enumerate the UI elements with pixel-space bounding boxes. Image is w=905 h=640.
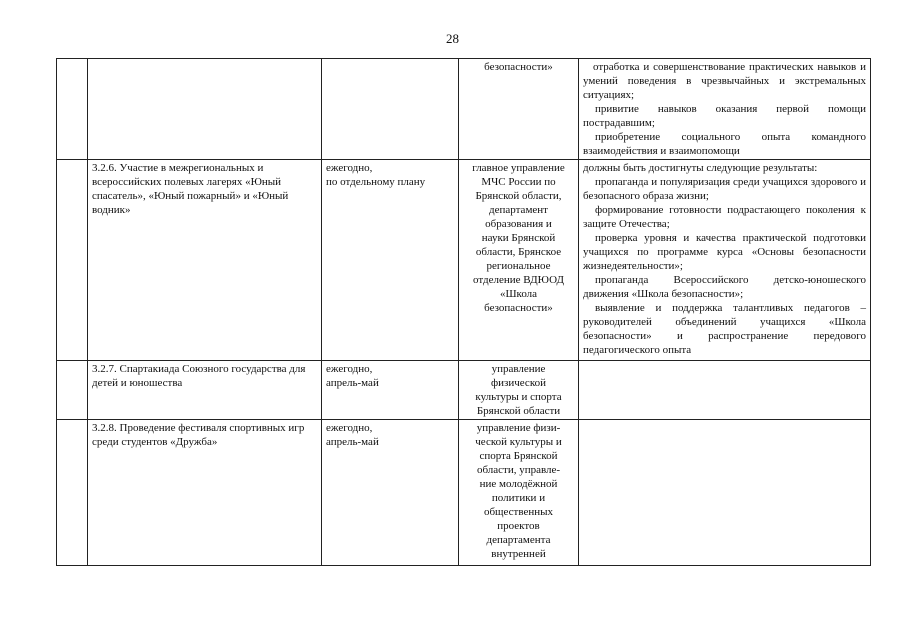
executor-line: региональное <box>486 260 551 272</box>
executor-line: Брянской области, <box>475 190 562 202</box>
results-cell <box>579 160 871 361</box>
row-marker-cell <box>57 59 88 160</box>
executor-line: культуры и спорта <box>475 391 562 403</box>
executor-line: науки Брянской <box>481 232 556 244</box>
period-cell <box>322 160 459 361</box>
executor-line: управление <box>491 363 546 375</box>
executor-line: ческой культуры и <box>475 436 562 448</box>
row-marker-cell <box>57 361 88 420</box>
executor-line: безопасности» <box>484 302 553 314</box>
results-cell <box>579 420 871 566</box>
measures-table <box>56 58 871 566</box>
measure-cell: 3.2.8. Проведение фестиваля спортивных игр среди студентов «Дружба» <box>88 420 322 566</box>
executor-line: управление физи- <box>476 422 561 434</box>
measure-cell: 3.2.6. Участие в межрегиональных и всероссийских полевых лагерях «Юный спасатель», «Юный пожарный» и «Юный водник» <box>88 160 322 361</box>
period-line: ежегодно, <box>326 162 373 174</box>
executor-cell <box>459 420 579 566</box>
executor-line: безопасности» <box>484 61 553 73</box>
table-row <box>57 420 871 566</box>
results-cell <box>579 59 871 160</box>
result-item: пропаганда и популяризация среди учащихся здорового и безопасного образа жизни; <box>583 176 866 202</box>
period-line: ежегодно, <box>326 422 373 434</box>
executor-line: политики и <box>491 492 546 504</box>
period-line: апрель-май <box>326 436 379 448</box>
table-row <box>57 59 871 160</box>
executor-line: МЧС России по <box>481 176 556 188</box>
period-cell <box>322 361 459 420</box>
period-cell <box>322 420 459 566</box>
page-number: 28 <box>446 31 459 46</box>
executor-line: главное управление <box>472 162 565 174</box>
period-line: апрель-май <box>326 377 379 389</box>
executor-line: образования и <box>485 218 552 230</box>
executor-cell <box>459 160 579 361</box>
executor-line: физической <box>491 377 546 389</box>
executor-cell <box>459 59 579 160</box>
executor-line: проектов <box>497 520 540 532</box>
row-marker-cell <box>57 160 88 361</box>
executor-line: ние молодёжной <box>479 478 558 490</box>
executor-line: «Школа <box>499 288 538 300</box>
period-cell <box>322 59 459 160</box>
measure-cell: 3.2.7. Спартакиада Союзного государства для детей и юношества <box>88 361 322 420</box>
executor-line: Брянской области <box>476 405 561 417</box>
result-item: отработка и совершенствование практических навыков и умений поведения в чрезвычайных и экстремальных ситуациях; <box>583 61 866 101</box>
result-item: проверка уровня и качества практической подготовки учащихся по программе курса «Основы безопасности жизнедеятельности»; <box>583 232 866 272</box>
executor-cell <box>459 361 579 420</box>
executor-line: внутренней <box>491 548 546 560</box>
executor-line: общественных <box>483 506 554 518</box>
row-marker-cell <box>57 420 88 566</box>
result-item: приобретение социального опыта командного взаимодействия и взаимопомощи <box>583 131 866 157</box>
executor-line: спорта Брянской <box>479 450 558 462</box>
executor-line: области, Брянское <box>475 246 562 258</box>
measure-cell <box>88 59 322 160</box>
results-cell <box>579 361 871 420</box>
result-item: привитие навыков оказания первой помощи пострадавшим; <box>583 103 866 129</box>
table-row <box>57 361 871 420</box>
result-item: формирование готовности подрастающего поколения к защите Отечества; <box>583 204 866 230</box>
table-row <box>57 160 871 361</box>
period-line: ежегодно, <box>326 363 373 375</box>
result-item: выявление и поддержка талантливых педагогов – руководителей объединений учащихся «Школа безопасности» и распространение передового педагогического опыта <box>583 302 866 356</box>
executor-line: отделение ВДЮОД <box>472 274 565 286</box>
result-item: пропаганда Всероссийского детско-юношеского движения «Школа безопасности»; <box>583 274 866 300</box>
result-item: должны быть достигнуты следующие результаты: <box>583 162 818 174</box>
executor-line: департамента <box>486 534 551 546</box>
executor-line: департамент <box>489 204 548 216</box>
period-line: по отдельному плану <box>326 176 426 188</box>
executor-line: области, управле- <box>476 464 561 476</box>
